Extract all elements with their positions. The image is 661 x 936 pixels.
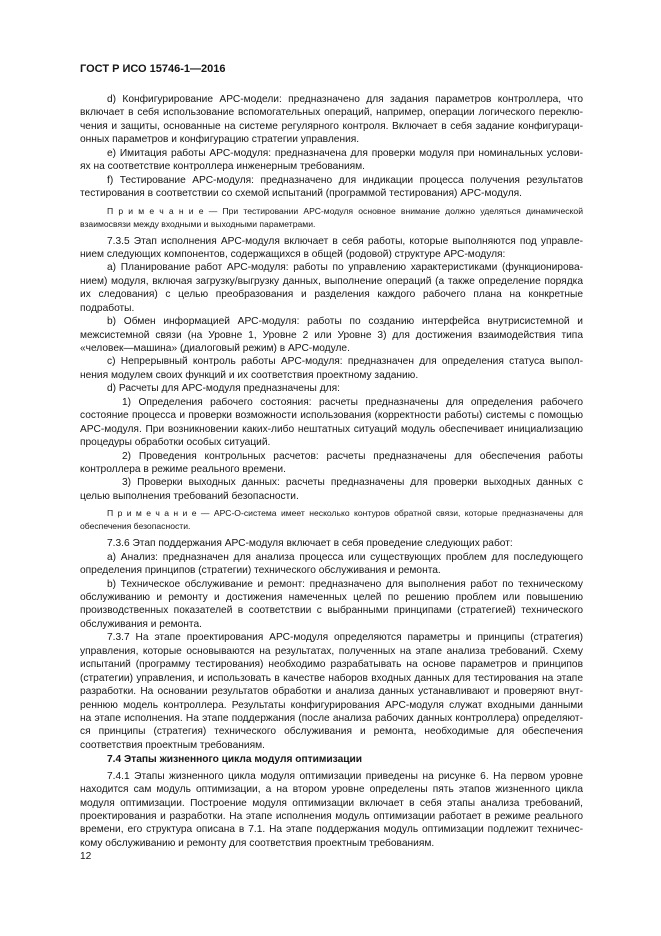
paragraph xyxy=(80,93,583,147)
paragraph xyxy=(80,174,583,201)
text-line: 7.4.1 Этапы жизненного цикла модуля оптимизации приведены на рисунке 6. На первом уровне xyxy=(107,770,583,782)
text-line: b) Обмен информацией АРС-модуля: работы по созданию интерфейса внутрисистемной и xyxy=(107,316,583,328)
text-line: с) Непрерывный контроль работы АРС-модуля: предназначен для определения статуса выпол- xyxy=(107,356,583,368)
text-line: подработы. xyxy=(80,302,135,314)
text-line: П р и м е ч а н и е — АРС-О-система имеет несколько контуров обратной связи, которые предназначены для xyxy=(107,508,583,519)
text-line: d) Расчеты для АРС-модуля предназначены для: xyxy=(107,383,340,395)
text-line: f) Тестирование АРС-модуля: предназначено для индикации процесса получения результатов xyxy=(107,174,583,186)
section-heading xyxy=(80,753,583,766)
text-line: нием следующих компонентов, содержащихся в общей (родовой) структуре АРС-модуля: xyxy=(80,248,506,260)
text-line: ях на соответствие контроллера инженерным требованиям. xyxy=(80,161,365,173)
text-line: включает в себя использование вспомогательных операций, например, операции логического переклю- xyxy=(80,107,583,119)
text-line: процедуры обработки особых ситуаций. xyxy=(80,437,271,449)
paragraph xyxy=(80,770,583,851)
note xyxy=(80,205,583,231)
text-line: АРС-модуля. При возникновении каких-либо нештатных ситуаций модуль обеспечивает инициализацию xyxy=(80,423,583,435)
text-line: межсистемной связи (на Уровне 1, Уровне 2 или Уровне 3) для достижения взаимодействия типа xyxy=(80,329,583,341)
list-subitem xyxy=(80,476,583,503)
paragraph xyxy=(80,235,583,262)
paragraph xyxy=(80,147,583,174)
text-line: времени, его структура описана в 7.1. На этапе поддержания модуль оптимизации подлежит техничес- xyxy=(80,824,583,836)
text-line: кому обслуживанию и ремонту для соответствия проектным требованиям. xyxy=(80,837,435,849)
text-line: модуля оптимизации. Построение модуля оптимизации включает в себя этапы анализа требований, xyxy=(80,797,583,809)
text-line: тестирования в соответствии со схемой испытаний (программой тестирования) АРС-модуля. xyxy=(80,188,522,200)
text-line: испытаний (программу тестирования) необходимо разрабатывать на основе параметров и принципов xyxy=(80,659,583,671)
page-number: 12 xyxy=(80,851,92,862)
text-line: а) Анализ: предназначен для анализа процесса или существующих проблем для последующего xyxy=(107,551,583,563)
text-line: разработки. На основании результатов обработки и анализа данных устанавливают и проверяют внут- xyxy=(80,686,583,698)
text-line: находится сам модуль оптимизации, а на втором уровне определены пять этапов жизненного цикла xyxy=(80,784,583,796)
paragraph xyxy=(80,631,583,752)
text-line: b) Техническое обслуживание и ремонт: предназначено для выполнения работ по техническому xyxy=(107,578,583,590)
text-line: ся принципы (стратегия) технического обслуживания и ремонта, необходимые для обеспечения xyxy=(80,726,583,738)
text-line: d) Конфигурирование АРС-модели: предназначено для задания параметров контроллера, что xyxy=(107,94,583,105)
text-line: e) Имитация работы АРС-модуля: предназначена для проверки модуля при номинальных услови- xyxy=(107,147,583,159)
list-subitem xyxy=(80,450,583,477)
text-line: их следования) с целью преобразования и разделения каждого рабочего плана на конкретные xyxy=(80,289,583,301)
paragraph xyxy=(80,578,583,632)
text-line: 7.4 Этапы жизненного цикла модуля оптимизации xyxy=(107,754,363,766)
text-line: обслуживания и ремонта. xyxy=(80,618,202,630)
text-line: чения и защиты, основанные на системе регулярного контроля. Включает в себя задание конфигураци- xyxy=(80,120,583,132)
text-line: 3) Проверки выходных данных: расчеты предназначены для проверки выходных данных с xyxy=(122,477,583,489)
text-line: «человек—машина» (диалоговый режим) в АРС-модуле. xyxy=(80,343,350,354)
paragraph xyxy=(80,315,583,355)
text-line: управления, которые основываются на результатах, полученных на этапе анализа требований. Схему xyxy=(80,645,583,657)
text-line: 7.3.6 Этап поддержания АРС-модуля включает в себя проведение следующих работ: xyxy=(107,538,513,550)
text-line: 2) Проведения контрольных расчетов: расчеты предназначены для обеспечения работы xyxy=(122,450,583,462)
paragraph xyxy=(80,355,583,382)
document-code-header: ГОСТ Р ИСО 15746-1—2016 xyxy=(80,63,226,75)
text-line: обеспечения безопасности. xyxy=(80,521,191,532)
text-line: 7.3.5 Этап исполнения АРС-модуля включает в себя работы, которые выполняются под управле- xyxy=(107,235,583,247)
text-line: на этапе исполнения. На этапе поддержания (после анализа рабочих данных контроллера) определяют- xyxy=(80,712,583,724)
note xyxy=(80,507,583,533)
paragraph xyxy=(80,261,583,315)
text-line: П р и м е ч а н и е — При тестировании АРС-модуля основное внимание должно уделяться динамической xyxy=(107,205,583,216)
paragraph xyxy=(80,537,583,550)
paragraph xyxy=(80,551,583,578)
text-line: производственных показателей в соответствии с выбранными принципами (стратегией) технического xyxy=(80,605,583,617)
text-line: проектирования и разработки. На этапе исполнения модуль оптимизации работает в режиме реального xyxy=(80,811,583,822)
text-line: а) Планирование работ АРС-модуля: работы по управлению характеристиками (функционирова- xyxy=(107,262,583,274)
text-line: 1) Определения рабочего состояния: расчеты предназначены для определения рабочего xyxy=(122,396,583,408)
text-line: реннюю модель контроллера. Результаты конфигурирования АРС-модуля служат входными данными xyxy=(80,699,583,711)
text-line: обслуживанию и ремонту и достижения намеченных целей по решению проблем или повышению xyxy=(80,592,583,603)
list-subitem xyxy=(80,396,583,450)
text-line: целью выполнения требований безопасности. xyxy=(80,490,299,502)
paragraph xyxy=(80,382,583,395)
text-line: нения модулем своих функций и их соответствия проектному заданию. xyxy=(80,369,419,381)
text-line: контроллера в режиме реального времени. xyxy=(80,463,286,475)
text-line: онных параметров и конфигурацию стратегии управления. xyxy=(80,134,360,146)
text-line: 7.3.7 На этапе проектирования АРС-модуля определяются параметры и принципы (стратегия) xyxy=(107,632,583,644)
document-body xyxy=(80,93,583,850)
text-line: нием) модуля, включая загрузку/выгрузку данных, выполнение операций (а также определение порядка xyxy=(80,275,583,287)
text-line: определения принципов (стратегии) технического обслуживания и ремонта. xyxy=(80,565,441,577)
text-line: взаимосвязи между входными и выходными параметрами. xyxy=(80,218,316,229)
text-line: соответствия проектным требованиям. xyxy=(80,739,265,751)
text-line: (стратегии) управления, и использовать в качестве наборов входных данных для тестирования на этапе xyxy=(80,672,583,684)
text-line: состояние процесса и проверки возможности использования (корректности работы) системы с помощью xyxy=(80,410,583,422)
